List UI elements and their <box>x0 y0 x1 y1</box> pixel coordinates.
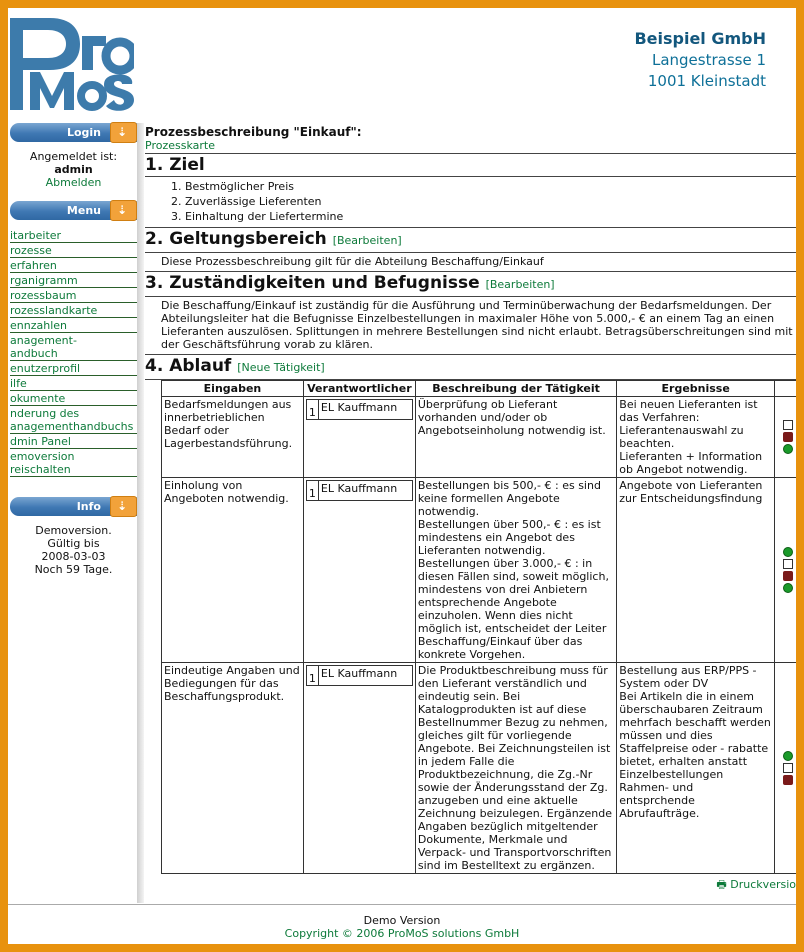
menu-item-managementhandbuch[interactable]: anagement- andbuch <box>10 333 137 361</box>
menu-item-kennzahlen[interactable]: ennzahlen <box>10 318 137 333</box>
footer-version: Demo Version <box>363 914 441 927</box>
footer <box>8 914 796 940</box>
section-heading: 4. Ablauf <box>145 356 232 376</box>
row-actions <box>775 478 796 663</box>
cell-description: Bestellungen bis 500,- € : es sind keine formellen Angebote notwendig. Bestellungen über 500,- € : es ist mindestens ein Angebot des Lieferanten notwendig. Bestellungen über 3.000,- € : in diesen Fällen sind, soweit möglich, mindestens von drei Anbietern entsprechende Angebote einzuholen. Wenn dies nicht möglich ist, entscheidet der Leiter Beschaffung/Einkauf über das konkrete Vorgehen. <box>415 478 616 663</box>
resp-name: EL Kauffmann <box>320 401 398 414</box>
delete-icon[interactable] <box>783 775 793 785</box>
row-actions <box>775 663 796 874</box>
print-version-link[interactable]: Druckversio <box>730 878 796 891</box>
new-activity-link[interactable]: [Neue Tätigkeit] <box>237 361 325 374</box>
edit-icon[interactable] <box>783 763 793 773</box>
info-line: Demoversion. <box>35 524 112 537</box>
delete-icon[interactable] <box>783 432 793 442</box>
resp-number: 1 <box>307 666 319 685</box>
column-header: Eingaben <box>162 381 304 397</box>
info-line: Gültig bis <box>47 537 100 550</box>
page-title: Prozessbeschreibung "Einkauf": <box>145 125 362 139</box>
section-zustaendigkeiten <box>145 271 796 297</box>
info-box-title: Info <box>76 500 101 513</box>
login-box-header <box>10 123 137 142</box>
edit-icon[interactable] <box>783 420 793 430</box>
cell-result: Bei neuen Lieferanten ist das Verfahren: Lieferantenauswahl zu beachten. Lieferanten + Information ob Angebot notwendig. <box>617 397 775 478</box>
section-geltungsbereich <box>145 227 796 253</box>
section-heading: 1. Ziel <box>145 155 205 175</box>
menu-box-title: Menu <box>66 204 101 217</box>
menu-item-prozesslandkarte[interactable]: rozesslandkarte <box>10 303 137 318</box>
footer-divider <box>8 904 796 905</box>
edit-link[interactable]: [Bearbeiten] <box>485 278 555 291</box>
resp-number: 1 <box>307 481 319 500</box>
move-down-icon[interactable] <box>783 583 793 593</box>
logout-link[interactable]: Abmelden <box>45 176 102 189</box>
cell-responsible <box>303 478 415 663</box>
cell-description: Die Produktbeschreibung muss für den Lieferant verständlich und eindeutig sein. Bei Katalogprodukten ist auf diese Bestellnummer Bezug zu nehmen, gleiches gilt für vorliegende Angebote. Bei Zeichnungsteilen ist in jedem Falle die Produktbezeichnung, die Zg.-Nr sowie der Änderungsstand der Zg. anzugeben und eine aktuelle Zeichnung beizulegen. Ergänzende Angaben bezüglich mitgeltender Dokumente, Merkmale und Verpack- und Transportvorschriften sind im Bestelltext zu ergänzen. <box>415 663 616 874</box>
company-city: 1001 Kleinstadt <box>647 72 766 90</box>
info-box-header <box>10 497 137 516</box>
cell-input: Eindeutige Angaben und Bediegungen für das Beschaffungsprodukt. <box>162 663 304 874</box>
row-actions <box>775 397 796 478</box>
process-table <box>161 380 796 874</box>
column-header: Beschreibung der Tätigkeit <box>415 381 616 397</box>
menu-item-benutzerprofil[interactable]: enutzerprofil <box>10 361 137 376</box>
arrow-icon: ⇣ <box>110 496 137 517</box>
info-box <box>10 524 137 576</box>
column-header-actions <box>775 381 796 397</box>
info-line: 2008-03-03 <box>41 550 106 563</box>
resp-name: EL Kauffmann <box>320 482 398 495</box>
menu-item-aenderung-handbuch[interactable]: nderung des anagementhandbuchs <box>10 406 137 434</box>
section-ablauf <box>145 354 796 380</box>
menu-item-verfahren[interactable]: erfahren <box>10 258 137 273</box>
menu-box-header <box>10 201 137 220</box>
cell-result: Bestellung aus ERP/PPS - System oder DV Bei Artikeln die in einem überschaubaren Zeitraum mehrfach beschafft werden müssen und dies Staffelpreise oder - rabatte bietet, erhalten anstatt Einzelbestellungen Rahmen- und entsprchende Abrufaufträge. <box>617 663 775 874</box>
delete-icon[interactable] <box>783 571 793 581</box>
menu-item-mitarbeiter[interactable]: itarbeiter <box>10 228 137 243</box>
list-item: 2. Zuverlässige Lieferenten <box>185 194 796 209</box>
printer-icon: 🖶 <box>716 878 727 891</box>
main-content <box>145 123 796 895</box>
page-frame <box>8 8 796 944</box>
cell-input: Bedarfsmeldungen aus innerbetrieblichen Bedarf oder Lagerbestandsführung. <box>162 397 304 478</box>
print-version[interactable] <box>145 876 796 895</box>
move-up-icon[interactable] <box>783 751 793 761</box>
column-header: Ergebnisse <box>617 381 775 397</box>
info-line: Noch 59 Tage. <box>34 563 113 576</box>
menu-item-prozesse[interactable]: rozesse <box>10 243 137 258</box>
cell-result: Angebote von Lieferanten zur Entscheidungsfindung <box>617 478 775 663</box>
column-header: Verantwortlicher <box>303 381 415 397</box>
section-ziel <box>145 153 796 177</box>
menu-item-admin-panel[interactable]: dmin Panel <box>10 434 137 449</box>
cell-input: Einholung von Angeboten notwendig. <box>162 478 304 663</box>
logged-in-user: admin <box>54 163 93 176</box>
resp-name: EL Kauffmann <box>320 667 398 680</box>
process-map-link[interactable]: Prozesskarte <box>145 139 215 152</box>
menu-item-organigramm[interactable]: rganigramm <box>10 273 137 288</box>
section-heading: 2. Geltungsbereich <box>145 229 327 249</box>
cell-responsible <box>303 663 415 874</box>
move-down-icon[interactable] <box>783 444 793 454</box>
menu-item-hilfe[interactable]: ilfe <box>10 376 137 391</box>
ziel-list <box>145 177 796 226</box>
table-header-row <box>162 381 797 397</box>
list-item: 1. Bestmöglicher Preis <box>185 179 796 194</box>
section-heading: 3. Zuständigkeiten und Befugnisse <box>145 273 480 293</box>
menu-item-dokumente[interactable]: okumente <box>10 391 137 406</box>
move-up-icon[interactable] <box>783 547 793 557</box>
login-box-title: Login <box>66 126 101 139</box>
cell-responsible <box>303 397 415 478</box>
list-item: 3. Einhaltung der Liefertermine <box>185 209 796 224</box>
cell-description: Überprüfung ob Lieferant vorhanden und/oder ob Angebotseinholung notwendig ist. <box>415 397 616 478</box>
zust-text: Die Beschaffung/Einkauf ist zuständig für die Ausführung und Terminüberwachung der Bedarfsmeldungen. Der Abteilungsleiter hat die Befugnisse Einzelbestellungen in maximaler Höhe von 5.000,- € an einem Tag an einen Lieferanten auszulösen. Splittungen in mehrere Bestellungen sind nicht erlaubt. Betragsüberschreitungen sind mit der Geschäftsführung vorab zu klären. <box>161 299 793 351</box>
sidebar <box>10 123 138 903</box>
resp-number: 1 <box>307 400 319 419</box>
logged-in-label: Angemeldet ist: <box>29 150 118 163</box>
sidebar-menu <box>10 228 137 477</box>
edit-icon[interactable] <box>783 559 793 569</box>
geltung-text: Diese Prozessbeschreibung gilt für die Abteilung Beschaffung/Einkauf <box>161 255 544 268</box>
company-address <box>634 28 766 92</box>
login-info <box>10 150 137 189</box>
edit-link[interactable]: [Bearbeiten] <box>332 234 402 247</box>
footer-copyright[interactable]: Copyright © 2006 ProMoS solutions GmbH <box>284 927 520 940</box>
promos-logo <box>10 14 134 114</box>
table-row <box>162 397 797 478</box>
menu-item-demoversion-freischalten[interactable]: emoversion reischalten <box>10 449 137 477</box>
arrow-icon: ⇣ <box>110 200 137 221</box>
menu-item-prozessbaum[interactable]: rozessbaum <box>10 288 137 303</box>
table-row <box>162 663 797 874</box>
sidebar-shadow <box>137 123 144 903</box>
arrow-icon: ⇣ <box>110 122 137 143</box>
company-street: Langestrasse 1 <box>651 51 766 69</box>
table-row <box>162 478 797 663</box>
company-name: Beispiel GmbH <box>634 29 766 48</box>
